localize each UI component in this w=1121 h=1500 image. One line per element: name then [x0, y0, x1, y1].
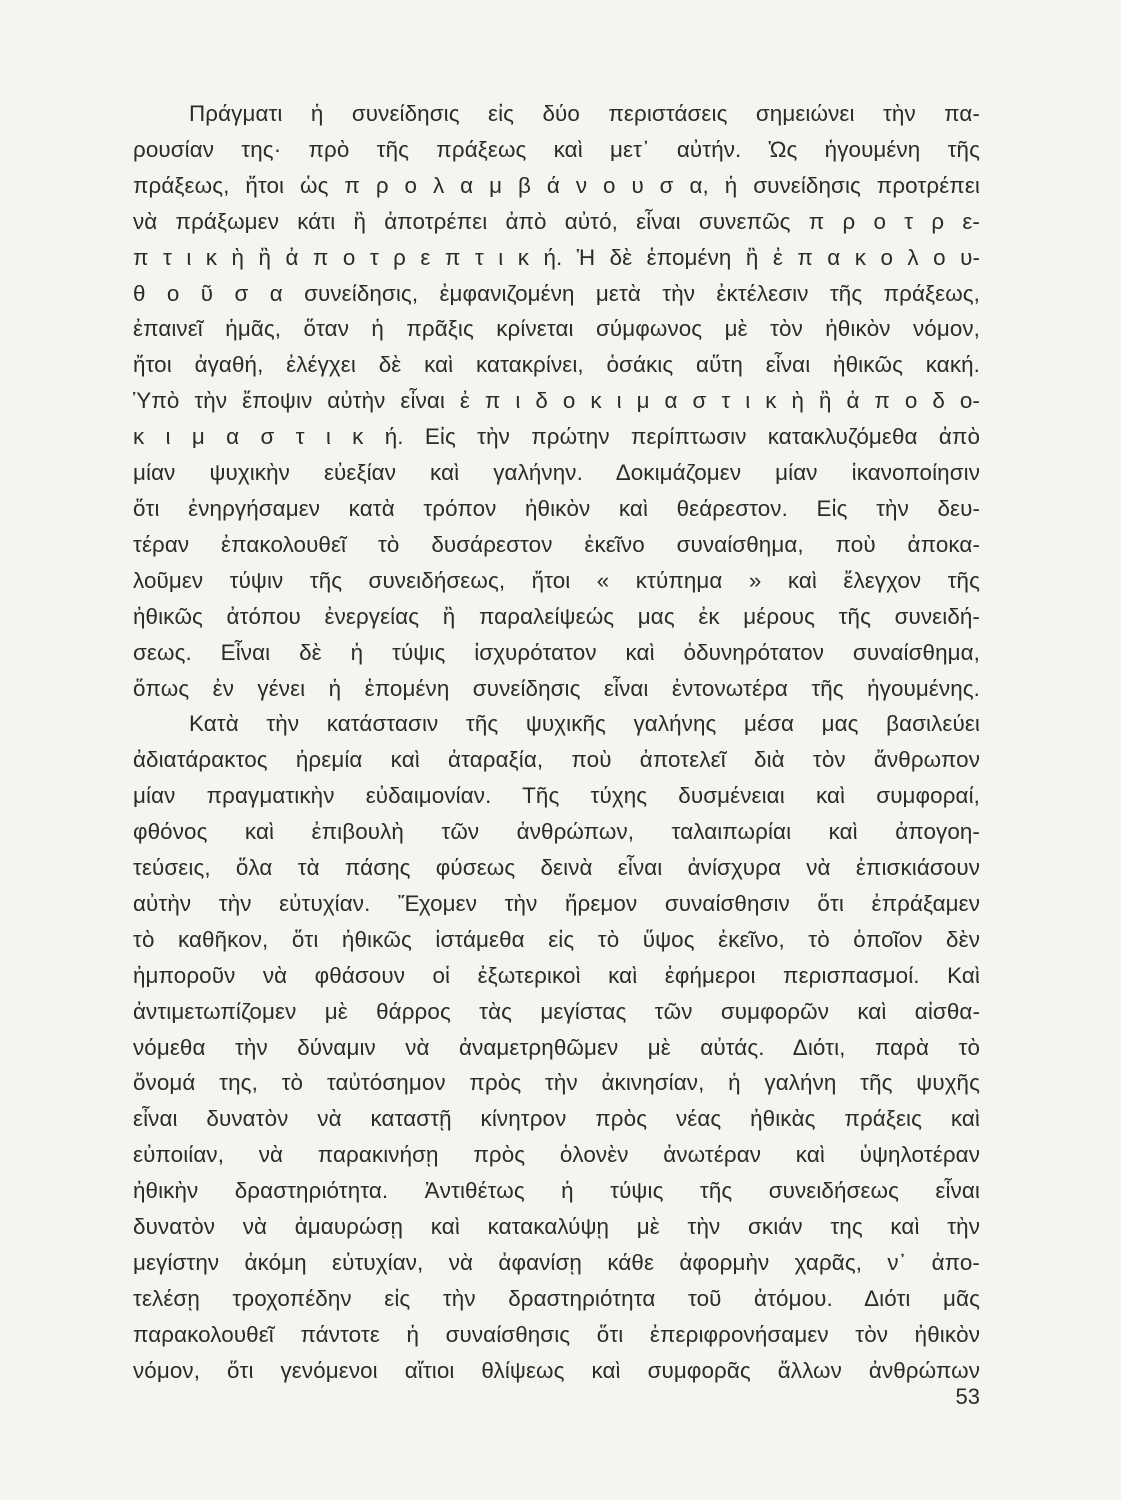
- paragraph-1: [133, 96, 980, 706]
- text-line: εὐποιίαν, νὰ παρακινήσῃ πρὸς ὁλονὲν ἀνωτέραν καὶ ὑψηλοτέραν: [133, 1142, 980, 1168]
- page-number: 53: [955, 1384, 980, 1409]
- text-line: ἠθικῶς ἀτόπου ἐνεργείας ἢ παραλείψεώς μας ἐκ μέρους τῆς συνειδή-: [133, 603, 980, 629]
- body-text: [133, 96, 980, 1389]
- text-line: Πράγματι ἡ συνείδησις εἰς δύο περιστάσεις σημειώνει τὴν πα-: [189, 101, 980, 126]
- text-line: θ ο ῦ σ α συνείδησις, ἐμφανιζομένη μετὰ τὴν ἐκτέλεσιν τῆς πράξεως,: [133, 280, 980, 306]
- text-line: λοῦμεν τύψιν τῆς συνειδήσεως, ἤτοι « κτύπημα » καὶ ἔλεγχον τῆς: [133, 567, 980, 593]
- text-line: τελέσῃ τροχοπέδην εἰς τὴν δραστηριότητα τοῦ ἀτόμου. Διότι μᾶς: [133, 1285, 980, 1311]
- text-line: Ὑπὸ τὴν ἔποψιν αὐτὴν εἶναι ἐ π ι δ ο κ ι μ α σ τ ι κ ὴ ἢ ἀ π ο δ ο-: [133, 388, 980, 414]
- text-line: νὰ πράξωμεν κάτι ἢ ἀποτρέπει ἀπὸ αὐτό, εἶναι συνεπῶς π ρ ο τ ρ ε-: [133, 208, 980, 234]
- text-line: τεύσεις, ὅλα τὰ πάσης φύσεως δεινὰ εἶναι ἀνίσχυρα νὰ ἐπισκιάσουν: [133, 855, 980, 881]
- text-line: μίαν ψυχικὴν εὐεξίαν καὶ γαλήνην. Δοκιμάζομεν μίαν ἱκανοποίησιν: [133, 460, 980, 486]
- text-line: πράξεως, ἤτοι ὡς π ρ ο λ α μ β ά ν ο υ σ α, ἡ συνείδησις προτρέπει: [133, 172, 980, 198]
- text-line: εἶναι δυνατὸν νὰ καταστῇ κίνητρον πρὸς νέας ἠθικὰς πράξεις καὶ: [133, 1106, 980, 1132]
- text-line: ρουσίαν της· πρὸ τῆς πράξεως καὶ μετ᾽ αὐτήν. Ὡς ἡγουμένη τῆς: [133, 136, 980, 162]
- text-line: ἠθικὴν δραστηριότητα. Ἀντιθέτως ἡ τύψις τῆς συνειδήσεως εἶναι: [133, 1178, 980, 1204]
- text-line: σεως. Εἶναι δὲ ἡ τύψις ἰσχυρότατον καὶ ὀδυνηρότατον συναίσθημα,: [133, 639, 980, 665]
- text-line: νόμεθα τὴν δύναμιν νὰ ἀναμετρηθῶμεν μὲ αὐτάς. Διότι, παρὰ τὸ: [133, 1034, 980, 1060]
- text-line: Κατὰ τὴν κατάστασιν τῆς ψυχικῆς γαλήνης μέσα μας βασιλεύει: [189, 711, 980, 737]
- text-line: μίαν πραγματικὴν εὐδαιμονίαν. Τῆς τύχης δυσμένειαι καὶ συμφοραί,: [133, 783, 980, 809]
- text-line: ὄνομά της, τὸ ταὐτόσημον πρὸς τὴν ἀκινησίαν, ἡ γαλήνη τῆς ψυχῆς: [133, 1070, 980, 1096]
- text-line: τὸ καθῆκον, ὅτι ἠθικῶς ἱστάμεθα εἰς τὸ ὕψος ἐκεῖνο, τὸ ὁποῖον δὲν: [133, 926, 980, 952]
- text-line: ἀντιμετωπίζομεν μὲ θάρρος τὰς μεγίστας τῶν συμφορῶν καὶ αἰσθα-: [133, 998, 980, 1024]
- text-line: κ ι μ α σ τ ι κ ή. Εἰς τὴν πρώτην περίπτωσιν κατακλυζόμεθα ἀπὸ: [133, 424, 980, 450]
- text-line: δυνατὸν νὰ ἀμαυρώσῃ καὶ κατακαλύψῃ μὲ τὴν σκιάν της καὶ τὴν: [133, 1214, 980, 1240]
- text-line: παρακολουθεῖ πάντοτε ἡ συναίσθησις ὅτι ἐπεριφρονήσαμεν τὸν ἠθικὸν: [133, 1321, 980, 1347]
- text-line: μεγίστην ἀκόμη εὐτυχίαν, νὰ ἀφανίσῃ κάθε ἀφορμὴν χαρᾶς, ν᾽ ἀπο-: [133, 1250, 980, 1275]
- text-line: αὐτὴν τὴν εὐτυχίαν. Ἔχομεν τὴν ἤρεμον συναίσθησιν ὅτι ἐπράξαμεν: [133, 890, 980, 916]
- text-line: ἀδιατάρακτος ἠρεμία καὶ ἀταραξία, ποὺ ἀποτελεῖ διὰ τὸν ἄνθρωπον: [133, 747, 980, 773]
- text-line: ἐπαινεῖ ἡμᾶς, ὅταν ἡ πρᾶξις κρίνεται σύμφωνος μὲ τὸν ἠθικὸν νόμον,: [133, 316, 980, 342]
- text-line: ἠμποροῦν νὰ φθάσουν οἱ ἐξωτερικοὶ καὶ ἐφήμεροι περισπασμοί. Καὶ: [133, 962, 980, 988]
- text-line: φθόνος καὶ ἐπιβουλὴ τῶν ἀνθρώπων, ταλαιπωρίαι καὶ ἀπογοη-: [133, 819, 980, 845]
- text-line: ἤτοι ἀγαθή, ἐλέγχει δὲ καὶ κατακρίνει, ὁσάκις αὕτη εἶναι ἠθικῶς κακή.: [133, 352, 980, 378]
- text-line: τέραν ἐπακολουθεῖ τὸ δυσάρεστον ἐκεῖνο συναίσθημα, ποὺ ἀποκα-: [133, 531, 980, 557]
- text-line: νόμον, ὅτι γενόμενοι αἴτιοι θλίψεως καὶ συμφορᾶς ἄλλων ἀνθρώπων: [133, 1357, 980, 1383]
- text-line: ὅπως ἐν γένει ἡ ἑπομένη συνείδησις εἶναι ἐντονωτέρα τῆς ἡγουμένης.: [133, 675, 980, 701]
- text-line: π τ ι κ ὴ ἢ ἀ π ο τ ρ ε π τ ι κ ή. Ἡ δὲ ἑπομένη ἢ ἐ π α κ ο λ ο υ-: [133, 244, 980, 270]
- paragraph-2: [133, 706, 980, 1388]
- text-line: ὅτι ἐνηργήσαμεν κατὰ τρόπον ἠθικὸν καὶ θεάρεστον. Εἰς τὴν δευ-: [133, 495, 980, 521]
